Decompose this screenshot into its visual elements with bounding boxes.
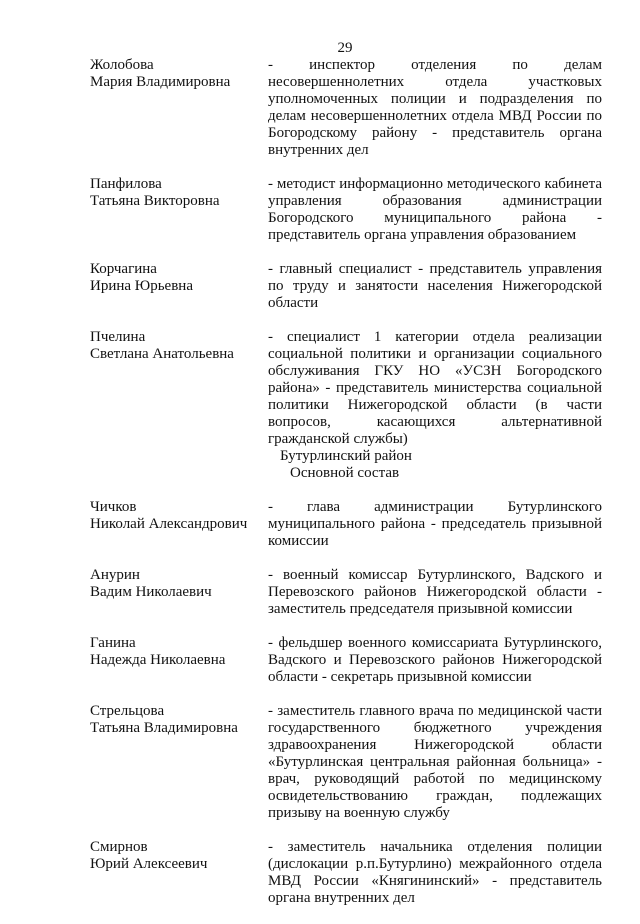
member-role: - методист информационно методического кабинета управления образования администрации Богородского муниципального района - представитель органа управления образованием <box>268 176 602 243</box>
member-role: - главный специалист - представитель управления по труду и занятости населения Нижегородской области <box>268 261 602 311</box>
member-entry <box>90 499 602 550</box>
member-surname: Ганина <box>90 635 136 651</box>
member-surname: Корчагина <box>90 261 157 277</box>
member-entry <box>90 57 602 159</box>
member-name <box>90 329 268 448</box>
member-given-names: Татьяна Владимировна <box>90 720 238 736</box>
composition-heading: Основной состав <box>290 465 400 481</box>
member-entry <box>90 703 602 822</box>
member-entry <box>90 261 602 312</box>
member-name <box>90 57 268 159</box>
member-given-names: Надежда Николаевна <box>90 652 226 668</box>
member-entry <box>90 329 602 448</box>
member-given-names: Татьяна Викторовна <box>90 193 220 209</box>
member-role: - фельдшер военного комиссариата Бутурлинского, Вадского и Перевозского районов Нижегородской области - секретарь призывной комиссии <box>268 635 602 685</box>
commission-members-list <box>90 57 602 924</box>
member-given-names: Светлана Анатольевна <box>90 346 234 362</box>
member-name <box>90 703 268 822</box>
member-entry <box>90 635 602 686</box>
member-given-names: Ирина Юрьевна <box>90 278 193 294</box>
member-role: - инспектор отделения по делам несовершеннолетних отдела участковых уполномоченных полиции и подразделения по делам несовершеннолетних отдела МВД России по Богородскому району - представитель органа внутренних дел <box>268 57 602 158</box>
member-surname: Анурин <box>90 567 140 583</box>
member-given-names: Николай Александрович <box>90 516 248 532</box>
member-entry <box>90 839 602 907</box>
member-name <box>90 839 268 907</box>
member-name <box>90 635 268 686</box>
member-surname: Смирнов <box>90 839 148 855</box>
member-role: - заместитель начальника отделения полиции (дислокации р.п.Бутурлино) межрайонного отдела МВД России «Княгининский» - представитель органа внутренних дел <box>268 839 602 906</box>
member-entry <box>90 176 602 244</box>
member-surname: Стрельцова <box>90 703 165 719</box>
member-name <box>90 567 268 618</box>
member-role: - заместитель главного врача по медицинской части государственного бюджетного учреждения здравоохранения Нижегородской области «Бутурлинская центральная районная больница» - врач, руководящий работой по медицинскому освидетельствованию граждан, подлежащих призыву на военную службу <box>268 703 602 821</box>
member-name <box>90 176 268 244</box>
member-surname: Чичков <box>90 499 137 515</box>
member-given-names: Вадим Николаевич <box>90 584 212 600</box>
member-given-names: Мария Владимировна <box>90 74 231 90</box>
page-number: 29 <box>337 40 353 56</box>
member-given-names: Юрий Алексеевич <box>90 856 208 872</box>
member-role: - военный комиссар Бутурлинского, Вадского и Перевозского районов Нижегородской области - заместитель председателя призывной комиссии <box>268 567 602 617</box>
district-heading: Бутурлинский район <box>280 448 412 464</box>
member-name <box>90 261 268 312</box>
member-surname: Пчелина <box>90 329 146 345</box>
member-surname: Панфилова <box>90 176 162 192</box>
member-role: - глава администрации Бутурлинского муниципального района - председатель призывной комиссии <box>268 499 602 549</box>
member-entry <box>90 567 602 618</box>
member-name <box>90 499 268 550</box>
member-surname: Жолобова <box>90 57 154 73</box>
member-role: - специалист 1 категории отдела реализации социальной политики и организации социального обслуживания ГКУ НО «УСЗН Богородского района» - представитель министерства социальной политики Нижегородской области (в части вопросов, касающихся альтернативной гражданской службы) <box>268 329 602 447</box>
